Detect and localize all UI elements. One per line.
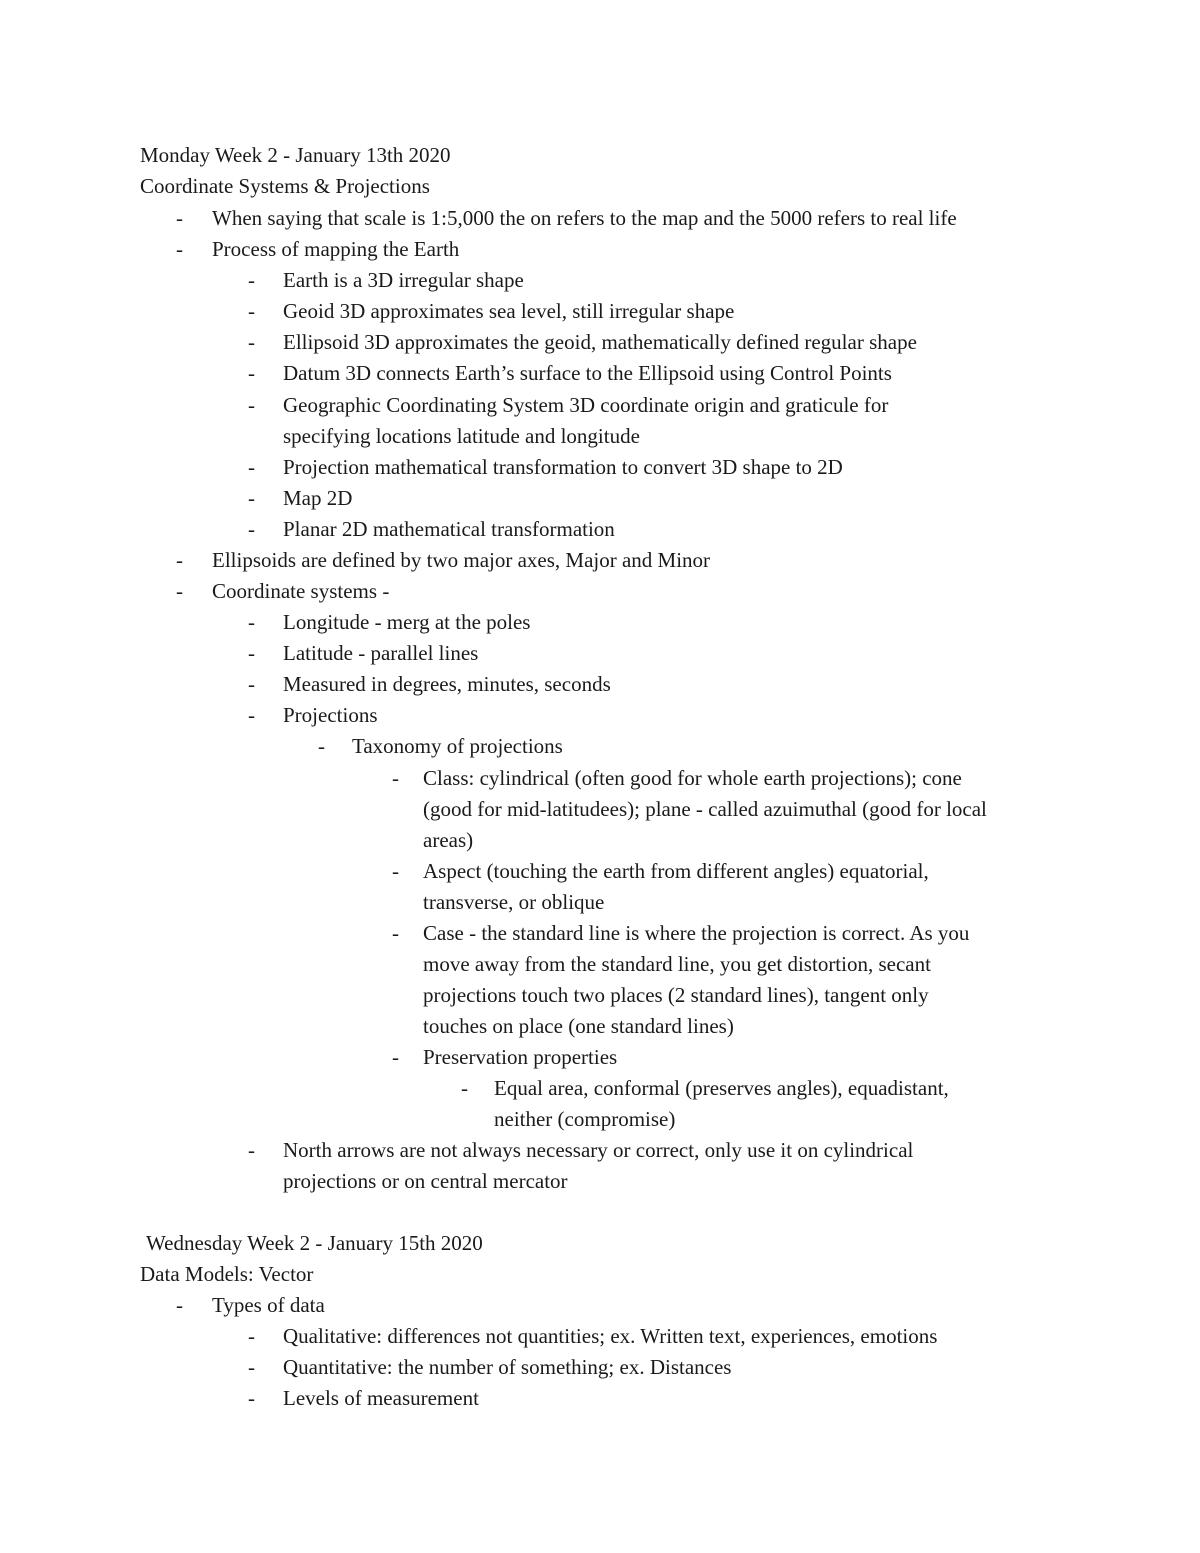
heading-line: Data Models: Vector bbox=[140, 1262, 314, 1286]
bullet-dash: - bbox=[248, 455, 255, 479]
note-line: specifying locations latitude and longitude bbox=[283, 424, 640, 448]
note-line: Measured in degrees, minutes, seconds bbox=[283, 672, 611, 696]
bullet-dash: - bbox=[248, 361, 255, 385]
note-line: Qualitative: differences not quantities; ex. Written text, experiences, emotions bbox=[283, 1324, 938, 1348]
note-line: Earth is a 3D irregular shape bbox=[283, 268, 524, 292]
bullet-dash: - bbox=[248, 1355, 255, 1379]
note-line: Preservation properties bbox=[423, 1045, 618, 1069]
note-line: Equal area, conformal (preserves angles), equadistant, bbox=[494, 1076, 949, 1100]
note-line: move away from the standard line, you get distortion, secant bbox=[423, 952, 931, 976]
bullet-dash: - bbox=[248, 268, 255, 292]
note-line: Datum 3D connects Earth’s surface to the Ellipsoid using Control Points bbox=[283, 361, 892, 385]
note-line: touches on place (one standard lines) bbox=[423, 1014, 734, 1038]
bullet-dash: - bbox=[248, 703, 255, 727]
note-line: Ellipsoids are defined by two major axes, Major and Minor bbox=[212, 548, 711, 572]
bullet-dash: - bbox=[248, 299, 255, 323]
bullet-dash: - bbox=[461, 1076, 468, 1100]
note-line: Projection mathematical transformation to convert 3D shape to 2D bbox=[283, 455, 843, 479]
bullet-dash: - bbox=[248, 610, 255, 634]
bullet-dash: - bbox=[248, 393, 255, 417]
note-line: transverse, or oblique bbox=[423, 890, 605, 914]
note-line: Planar 2D mathematical transformation bbox=[283, 517, 615, 541]
note-line: North arrows are not always necessary or correct, only use it on cylindrical bbox=[283, 1138, 914, 1162]
note-line: Longitude - merg at the poles bbox=[283, 610, 531, 634]
bullet-dash: - bbox=[176, 579, 183, 603]
note-line: Types of data bbox=[212, 1293, 325, 1317]
bullet-dash: - bbox=[392, 859, 399, 883]
note-line: Aspect (touching the earth from different angles) equatorial, bbox=[423, 859, 929, 883]
note-line: Latitude - parallel lines bbox=[283, 641, 479, 665]
bullet-dash: - bbox=[248, 1386, 255, 1410]
note-line: Process of mapping the Earth bbox=[212, 237, 460, 261]
note-line: projections touch two places (2 standard lines), tangent only bbox=[423, 983, 929, 1007]
note-line: neither (compromise) bbox=[494, 1107, 676, 1131]
note-line: Map 2D bbox=[283, 486, 353, 510]
bullet-dash: - bbox=[248, 1138, 255, 1162]
bullet-dash: - bbox=[176, 237, 183, 261]
bullet-dash: - bbox=[176, 548, 183, 572]
note-line: When saying that scale is 1:5,000 the on refers to the map and the 5000 refers to real life bbox=[212, 206, 957, 230]
note-line: Projections bbox=[283, 703, 378, 727]
note-line: Geographic Coordinating System 3D coordinate origin and graticule for bbox=[283, 393, 889, 417]
note-line: Coordinate systems - bbox=[212, 579, 390, 603]
note-line: projections or on central mercator bbox=[283, 1169, 568, 1193]
bullet-dash: - bbox=[248, 672, 255, 696]
bullet-dash: - bbox=[248, 641, 255, 665]
note-line: Taxonomy of projections bbox=[352, 734, 563, 758]
bullet-dash: - bbox=[176, 206, 183, 230]
heading-line: Monday Week 2 - January 13th 2020 bbox=[140, 143, 451, 167]
note-line: Geoid 3D approximates sea level, still irregular shape bbox=[283, 299, 735, 323]
bullet-dash: - bbox=[248, 517, 255, 541]
bullet-dash: - bbox=[248, 486, 255, 510]
bullet-dash: - bbox=[248, 1324, 255, 1348]
heading-line: Coordinate Systems & Projections bbox=[140, 174, 430, 198]
bullet-dash: - bbox=[318, 734, 325, 758]
note-line: Levels of measurement bbox=[283, 1386, 479, 1410]
note-line: Quantitative: the number of something; ex. Distances bbox=[283, 1355, 732, 1379]
heading-line: Wednesday Week 2 - January 15th 2020 bbox=[146, 1231, 483, 1255]
note-line: Ellipsoid 3D approximates the geoid, mathematically defined regular shape bbox=[283, 330, 917, 354]
note-line: Case - the standard line is where the projection is correct. As you bbox=[423, 921, 970, 945]
bullet-dash: - bbox=[392, 921, 399, 945]
bullet-dash: - bbox=[392, 766, 399, 790]
note-line: (good for mid-latitudees); plane - called azuimuthal (good for local bbox=[423, 797, 987, 821]
note-line: areas) bbox=[423, 828, 474, 852]
bullet-dash: - bbox=[176, 1293, 183, 1317]
bullet-dash: - bbox=[392, 1045, 399, 1069]
bullet-dash: - bbox=[248, 330, 255, 354]
note-line: Class: cylindrical (often good for whole earth projections); cone bbox=[423, 766, 962, 790]
